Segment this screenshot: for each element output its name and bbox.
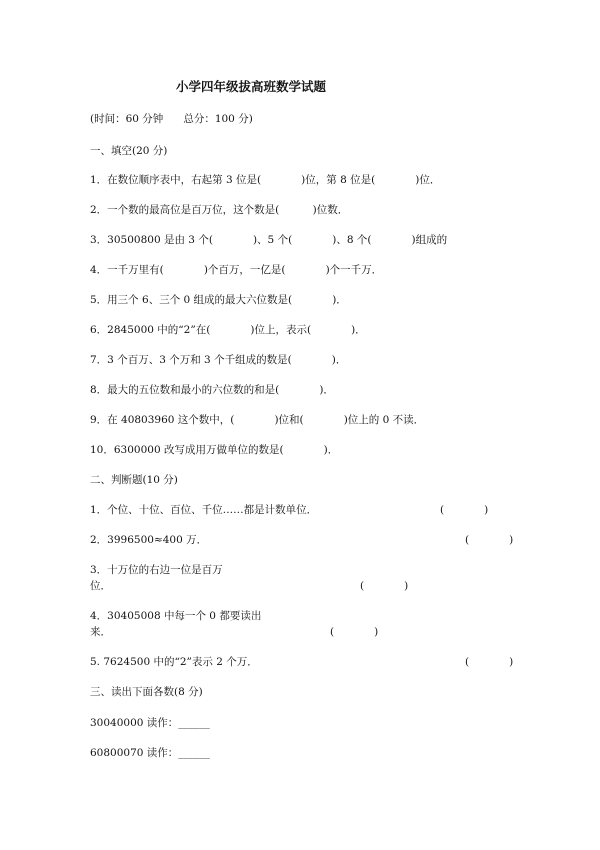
judge-answer-3: ( ) [360,580,409,592]
read-question-2: 60800070 读作：______ [90,747,210,759]
judge-answer-2: ( ) [465,534,514,546]
judge-question-2: 2．3996500≈400 万． [90,534,208,546]
judge-answer-1: ( ) [440,504,489,516]
fill-question-8: 8．最大的五位数和最小的六位数的和是( )． [90,384,334,396]
fill-question-9: 9．在 40803960 这个数中，( )位和( )位上的 0 不读． [90,414,425,426]
judge-question-4-cont: 来． [90,626,111,638]
section-3-heading: 三、读出下面各数(8 分) [90,686,203,698]
fill-question-10: 10．6300000 改写成用万做单位的数是( )． [90,444,339,456]
fill-question-2: 2．一个数的最高位是百万位，这个数是( )位数． [90,204,349,216]
fill-question-3: 3．30500800 是由 3 个( )、5 个( )、8 个( )组成的 [90,234,448,246]
judge-question-3: 3．十万位的右边一位是百万 [90,564,223,576]
section-2-heading: 二、判断题(10 分) [90,474,178,486]
judge-answer-4: ( ) [330,626,379,638]
judge-question-4: 4．30405008 中每一个 0 都要读出 [90,610,262,622]
fill-question-7: 7．3 个百万、3 个万和 3 个千组成的数是( )． [90,354,347,366]
exam-info: (时间：60 分钟 总分：100 分) [90,113,253,125]
judge-question-3-cont: 位． [90,580,111,592]
judge-question-1: 1．个位、十位、百位、千位……都是计数单位． [90,504,318,516]
fill-question-6: 6．2845000 中的“2”在( )位上，表示( )． [90,324,366,336]
read-question-1: 30040000 读作：______ [90,717,210,729]
fill-question-1: 1．在数位顺序表中，右起第 3 位是( )位，第 8 位是( )位． [90,174,441,186]
section-1-heading: 一、填空(20 分) [90,145,168,157]
fill-question-5: 5．用三个 6、三个 0 组成的最大六位数是( )． [90,294,347,306]
judge-answer-5: ( ) [465,656,514,668]
exam-title: 小学四年级拔高班数学试题 [176,79,327,94]
fill-question-4: 4．一千万里有( )个百万，一亿是( )个一千万． [90,264,383,276]
judge-question-5: 5. 7624500 中的“2”表示 2 个万． [90,656,258,668]
